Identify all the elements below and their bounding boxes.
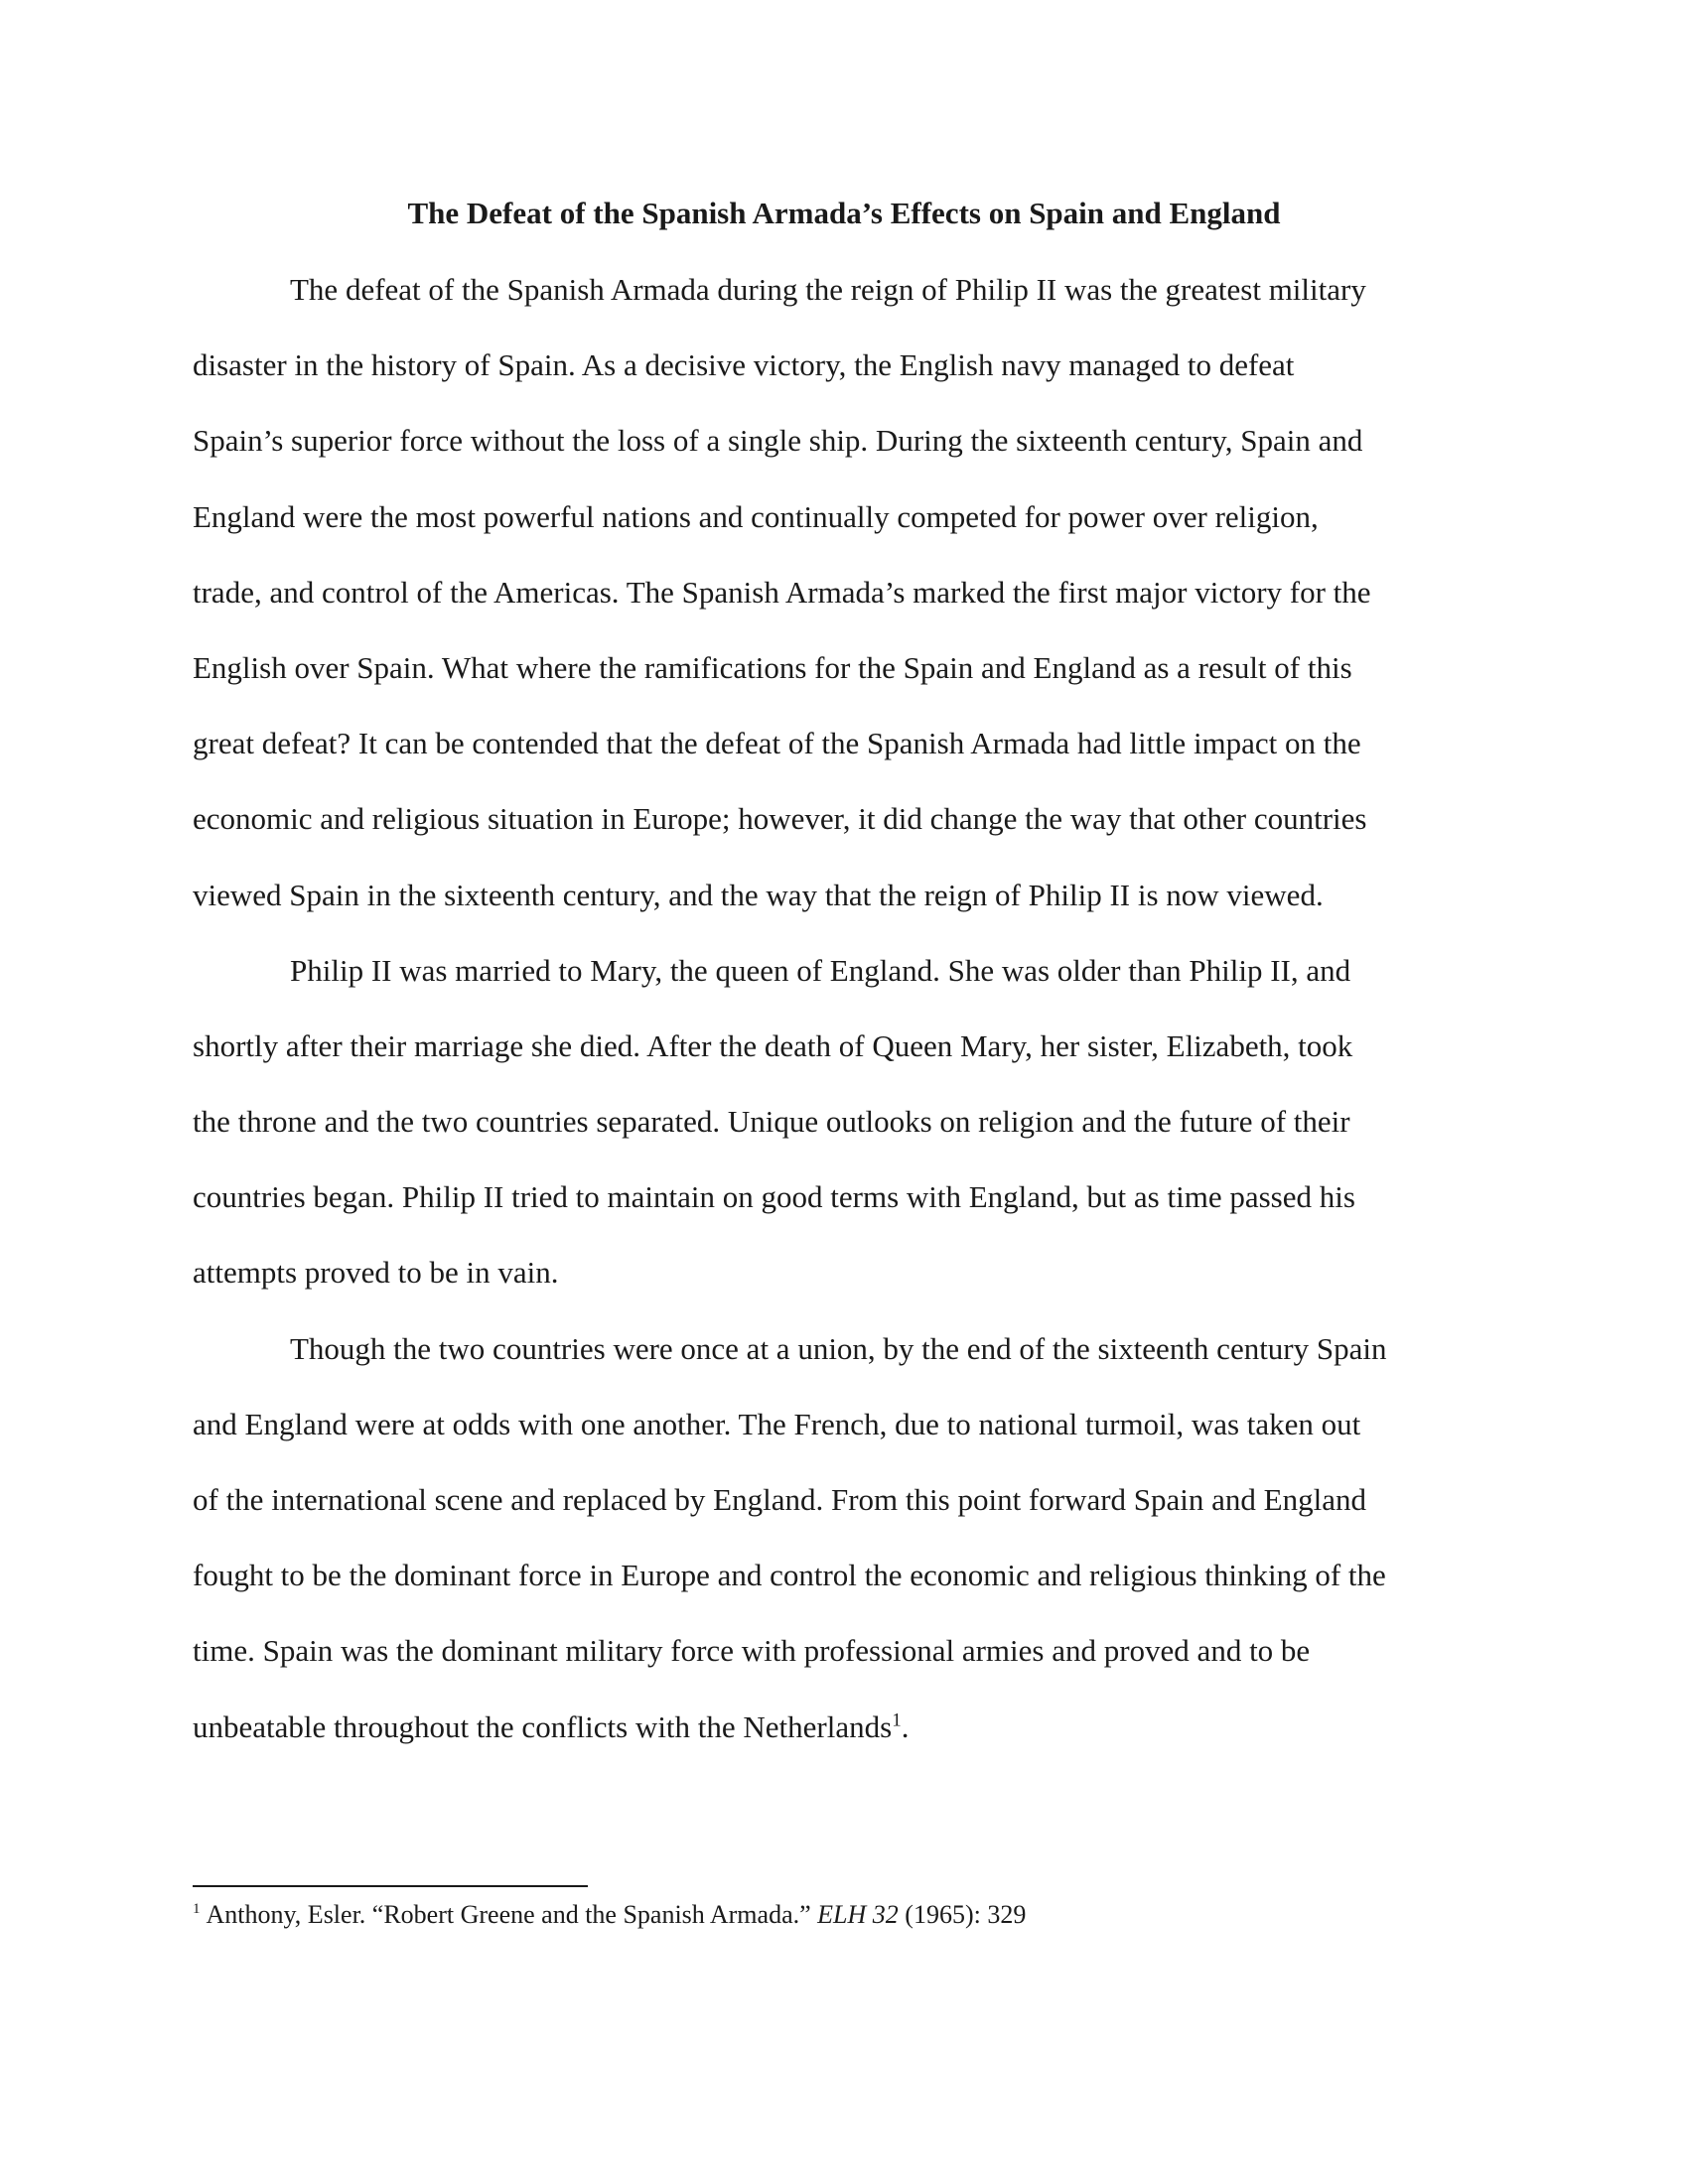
body-line [193,1706,1493,1781]
body-line-text: Though the two countries were once at a union, by the end of the sixteenth century Spain [290,1330,1387,1366]
body-line [193,874,1493,949]
body-line-text: of the international scene and replaced by England. From this point forward Spain and England [193,1482,1366,1517]
body-line [193,1629,1493,1705]
body-line-text: Philip II was married to Mary, the queen of England. She was older than Philip II, and [290,952,1351,988]
body-line-text: Spain’s superior force without the loss of a single ship. During the sixteenth century, Spain and [193,423,1363,459]
body-line-text: time. Spain was the dominant military force with professional armies and proved and to be [193,1633,1311,1669]
body-line-text: countries began. Philip II tried to maintain on good terms with England, but as time passed his [193,1179,1355,1215]
body-line-text: unbeatable throughout the conflicts with the Netherlands [193,1708,893,1744]
body-line-text: trade, and control of the Americas. The Spanish Armada’s marked the first major victory for the [193,574,1371,610]
footnote-pages: (1965): 329 [898,1900,1027,1929]
body-line [193,797,1493,873]
body-line-trailing: . [901,1708,910,1744]
body-line-text: England were the most powerful nations and continually competed for power over religion, [193,498,1319,534]
body-line-text: fought to be the dominant force in Europe and control the economic and religious thinking of the [193,1558,1386,1593]
body-line [193,1403,1493,1478]
footnote-journal: ELH 32 [817,1900,899,1929]
body-line [193,268,1493,343]
body-line-text: English over Spain. What where the ramifications for the Spain and England as a result of this [193,649,1352,685]
body-line [193,1175,1493,1251]
footnote-reference: 1 [892,1709,902,1731]
body-line [193,571,1493,646]
body-line-text: The defeat of the Spanish Armada during the reign of Philip II was the greatest military [290,272,1366,307]
body-line [193,1327,1493,1403]
body-line-text: shortly after their marriage she died. After the death of Queen Mary, her sister, Elizabeth, took [193,1027,1353,1063]
body-line [193,1251,1493,1326]
body-line-text: great defeat? It can be contended that the defeat of the Spanish Armada had little impact on the [193,726,1361,761]
body-line-text: attempts proved to be in vain. [193,1255,559,1291]
body-line [193,1478,1493,1554]
footnote-separator [193,1885,588,1887]
body-line-text: and England were at odds with one another. The French, due to national turmoil, was taken out [193,1406,1361,1441]
body-line [193,1024,1493,1100]
body-line [193,949,1493,1024]
footnote-citation: Anthony, Esler. “Robert Greene and the Spanish Armada.” [206,1900,818,1929]
body-line-text: viewed Spain in the sixteenth century, and the way that the reign of Philip II is now viewed. [193,877,1324,912]
body-line [193,1100,1493,1175]
document-title: The Defeat of the Spanish Armada’s Effects on Spain and England [407,196,1281,230]
footnote [193,1898,1026,1932]
document-body [193,268,1493,1781]
footnote-marker: 1 [193,1901,201,1918]
body-line [193,419,1493,494]
body-line-text: disaster in the history of Spain. As a decisive victory, the English navy managed to defeat [193,347,1295,383]
body-line-text: economic and religious situation in Europe; however, it did change the way that other countries [193,801,1367,837]
body-line-text: the throne and the two countries separated. Unique outlooks on religion and the future of their [193,1104,1350,1140]
body-line [193,1554,1493,1629]
body-line [193,646,1493,722]
body-line [193,495,1493,571]
body-line [193,722,1493,797]
body-line [193,343,1493,419]
